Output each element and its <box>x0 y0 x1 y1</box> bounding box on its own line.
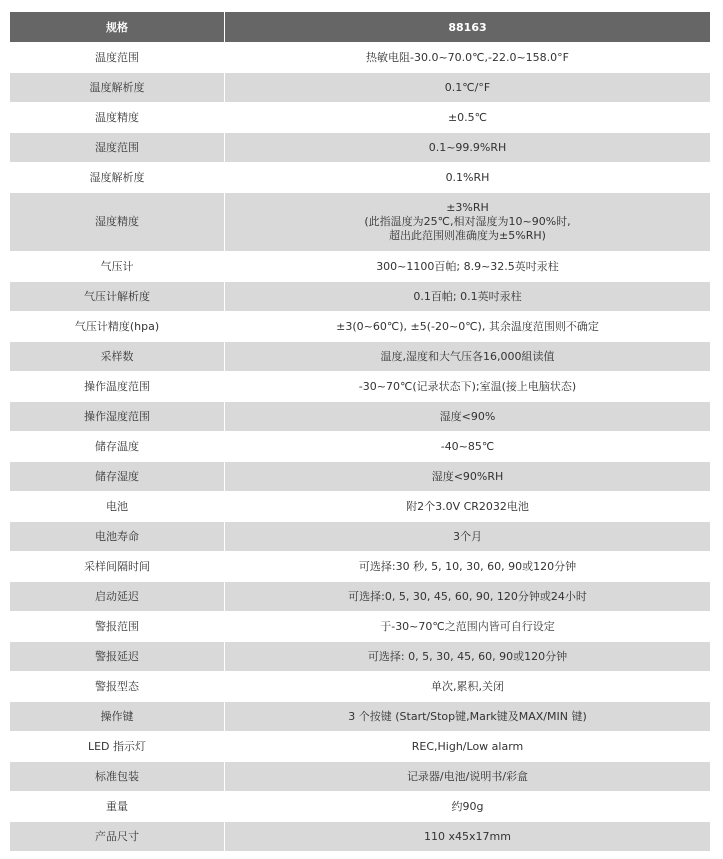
spec-label: 储存温度 <box>10 432 224 462</box>
spec-label: 采样间隔时间 <box>10 552 224 582</box>
spec-value: 0.1百帕; 0.1英吋汞柱 <box>224 282 710 312</box>
spec-value: REC,High/Low alarm <box>224 732 710 762</box>
table-row <box>10 672 710 702</box>
spec-label: 湿度精度 <box>10 193 224 252</box>
spec-value: 可选择: 0, 5, 30, 45, 60, 90或120分钟 <box>224 642 710 672</box>
table-row <box>10 702 710 732</box>
table-row <box>10 462 710 492</box>
spec-label: 气压计 <box>10 252 224 282</box>
spec-label: 温度精度 <box>10 103 224 133</box>
spec-table-body <box>10 43 710 852</box>
table-row <box>10 103 710 133</box>
table-row <box>10 193 710 252</box>
table-row <box>10 612 710 642</box>
spec-value: 湿度<90% <box>224 402 710 432</box>
spec-label: 标准包装 <box>10 762 224 792</box>
spec-value: -30~70℃(记录状态下);室温(接上电脑状态) <box>224 372 710 402</box>
spec-value: 可选择:0, 5, 30, 45, 60, 90, 120分钟或24小时 <box>224 582 710 612</box>
spec-value: 0.1℃/°F <box>224 73 710 103</box>
table-row <box>10 762 710 792</box>
spec-value: 温度,湿度和大气压各16,000組读值 <box>224 342 710 372</box>
header-spec: 规格 <box>10 12 224 43</box>
table-row <box>10 432 710 462</box>
spec-value: 3 个按键 (Start/Stop键,Mark键及MAX/MIN 键) <box>224 702 710 732</box>
spec-value: 湿度<90%RH <box>224 462 710 492</box>
spec-label: 警报延迟 <box>10 642 224 672</box>
table-row <box>10 43 710 73</box>
spec-label: 警报范围 <box>10 612 224 642</box>
spec-label: 警报型态 <box>10 672 224 702</box>
spec-label: 启动延迟 <box>10 582 224 612</box>
table-row <box>10 252 710 282</box>
spec-value: 附2个3.0V CR2032电池 <box>224 492 710 522</box>
table-row <box>10 792 710 822</box>
spec-value: 300~1100百帕; 8.9~32.5英吋汞柱 <box>224 252 710 282</box>
spec-label: 湿度解析度 <box>10 163 224 193</box>
table-row <box>10 163 710 193</box>
table-row <box>10 822 710 852</box>
spec-label: 电池寿命 <box>10 522 224 552</box>
header-model: 88163 <box>224 12 710 43</box>
table-header-row <box>10 12 710 43</box>
spec-value: 0.1~99.9%RH <box>224 133 710 163</box>
spec-label: 操作温度范围 <box>10 372 224 402</box>
table-row <box>10 133 710 163</box>
spec-value: 记录器/电池/说明书/彩盒 <box>224 762 710 792</box>
table-row <box>10 342 710 372</box>
spec-value: 单次,累积,关闭 <box>224 672 710 702</box>
spec-label: 电池 <box>10 492 224 522</box>
spec-label: 操作湿度范围 <box>10 402 224 432</box>
spec-value: 110 x45x17mm <box>224 822 710 852</box>
table-row <box>10 402 710 432</box>
table-row <box>10 732 710 762</box>
spec-value: 于-30~70℃之范围内皆可自行设定 <box>224 612 710 642</box>
spec-label: 气压计精度(hpa) <box>10 312 224 342</box>
spec-label: 湿度范围 <box>10 133 224 163</box>
table-row <box>10 582 710 612</box>
spec-label: 操作键 <box>10 702 224 732</box>
spec-label: 产品尺寸 <box>10 822 224 852</box>
spec-value: ±3(0~60℃), ±5(-20~0℃), 其余温度范围则不确定 <box>224 312 710 342</box>
spec-label: 采样数 <box>10 342 224 372</box>
table-row <box>10 552 710 582</box>
spec-table-container <box>10 12 710 852</box>
spec-label: 储存湿度 <box>10 462 224 492</box>
table-row <box>10 312 710 342</box>
table-row <box>10 492 710 522</box>
spec-value: 热敏电阻-30.0~70.0℃,-22.0~158.0°F <box>224 43 710 73</box>
table-row <box>10 73 710 103</box>
spec-value: 3个月 <box>224 522 710 552</box>
spec-value: 可选择:30 秒, 5, 10, 30, 60, 90或120分钟 <box>224 552 710 582</box>
table-row <box>10 372 710 402</box>
spec-label: 温度解析度 <box>10 73 224 103</box>
spec-label: 气压计解析度 <box>10 282 224 312</box>
spec-value: ±3%RH (此指温度为25℃,相对湿度为10~90%时, 超出此范围则准确度为±5%RH) <box>224 193 710 252</box>
spec-value: ±0.5℃ <box>224 103 710 133</box>
table-row <box>10 642 710 672</box>
table-row <box>10 522 710 552</box>
spec-value: 约90g <box>224 792 710 822</box>
spec-label: LED 指示灯 <box>10 732 224 762</box>
spec-table <box>10 12 710 852</box>
spec-value: 0.1%RH <box>224 163 710 193</box>
spec-label: 温度范围 <box>10 43 224 73</box>
table-row <box>10 282 710 312</box>
spec-value: -40~85℃ <box>224 432 710 462</box>
spec-label: 重量 <box>10 792 224 822</box>
